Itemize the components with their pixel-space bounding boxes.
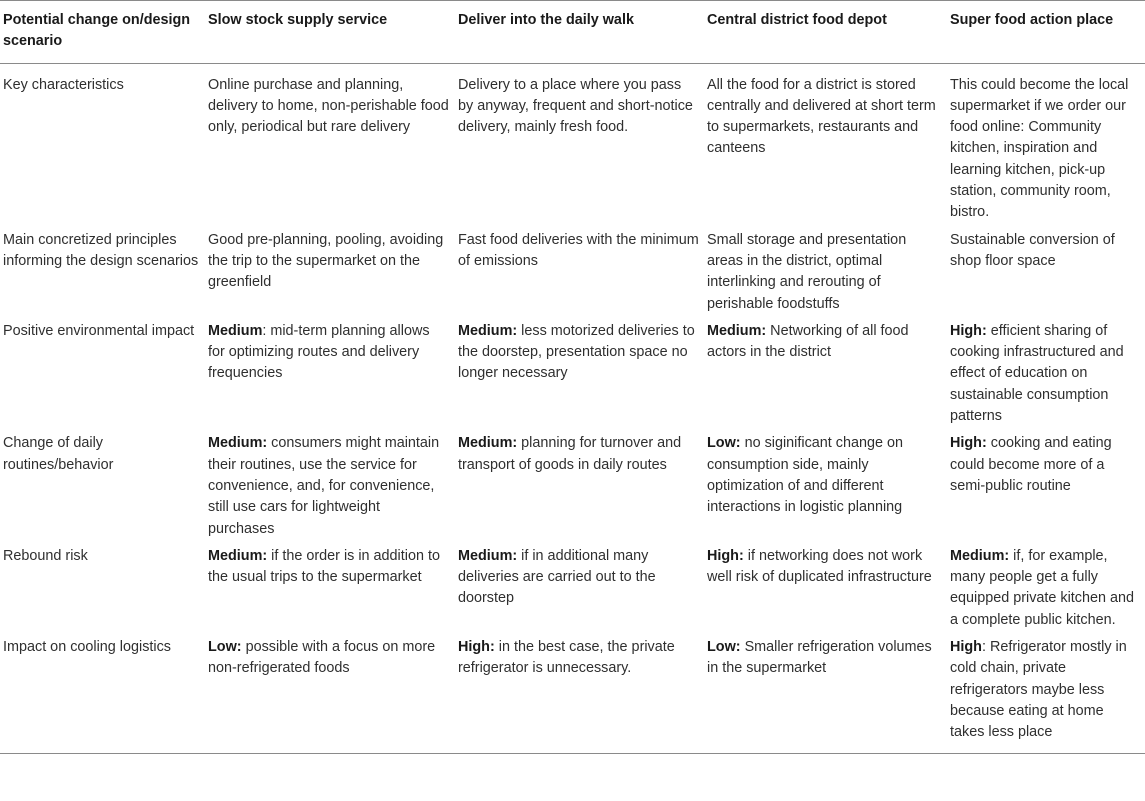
row-label: Rebound risk <box>3 547 88 564</box>
rating-label: Medium: <box>707 322 767 339</box>
table-cell <box>946 63 1145 227</box>
table-cell <box>703 430 946 542</box>
table-cell <box>454 227 703 318</box>
header-super-food-action-place: Super food action place <box>946 1 1145 64</box>
row-label: Impact on cooling logistics <box>0 634 204 753</box>
header-row <box>0 1 1145 64</box>
rating-label: High <box>950 639 982 656</box>
cell-text: cooking and eating could become more of a semi-public routine <box>950 435 1112 494</box>
table-row <box>0 227 1145 318</box>
row-label: Main concretized principles informing the design scenarios <box>3 231 199 269</box>
cell-text: consumers might maintain their routines, use the service for convenience, and, for convenience, still use cars for lightweight purchases <box>208 435 440 537</box>
table-cell <box>946 634 1145 753</box>
cell-text: no siginificant change on consumption side, mainly optimization of and different interactions in logistic planning <box>707 435 903 516</box>
table-cell <box>946 543 1145 634</box>
header-slow-stock-supply: Slow stock supply service <box>204 1 454 64</box>
table-cell <box>204 227 454 318</box>
rating-label: Medium: <box>458 547 518 564</box>
cell-text: in the best case, the private refrigerator is unnecessary. <box>458 639 675 677</box>
cell-text: Small storage and presentation areas in the district, optimal interlinking and rerouting of perishable foodstuffs <box>707 231 907 312</box>
cell-text: less motorized deliveries to the doorstep, presentation space no longer necessary <box>458 322 695 382</box>
rating-label: High: <box>950 322 987 339</box>
table-cell <box>204 543 454 634</box>
table-cell <box>204 430 454 542</box>
cell-text: : mid-term planning allows for optimizing routes and delivery frequencies <box>208 322 430 382</box>
cell-text: if, for example, many people get a fully equipped private kitchen and a complete public kitchen. <box>950 547 1135 628</box>
table-row <box>0 430 1145 542</box>
table-cell <box>703 543 946 634</box>
cell-text: if networking does not work well risk of duplicated infrastructure <box>707 547 932 586</box>
table-cell <box>454 318 703 430</box>
rating-label: Medium: <box>458 435 518 452</box>
table-cell <box>703 318 946 430</box>
table-row <box>0 634 1145 753</box>
header-central-food-depot: Central district food depot <box>703 1 946 64</box>
rating-label: Medium: <box>458 322 518 339</box>
table-cell <box>703 634 946 753</box>
cell-text: Delivery to a place where you pass by anyway, frequent and short-notice delivery, mainly fresh food. <box>458 76 693 136</box>
cell-text: possible with a focus on more non-refrigerated foods <box>208 639 436 677</box>
cell-text: if the order is in addition to the usual trips to the supermarket <box>208 547 440 586</box>
table-cell <box>454 543 703 634</box>
cell-text: Good pre-planning, pooling, avoiding the trip to the supermarket on the greenfield <box>208 231 444 291</box>
rating-label: Medium: <box>208 547 268 564</box>
row-label: Key characteristics <box>3 76 124 93</box>
table-row <box>0 318 1145 430</box>
cell-text: planning for turnover and transport of goods in daily routes <box>458 435 682 473</box>
rating-label: Medium <box>208 322 263 339</box>
cell-text: Sustainable conversion of shop floor space <box>950 231 1115 269</box>
cell-text: All the food for a district is stored centrally and delivered at short term to supermarkets, restaurants and canteens <box>707 76 936 157</box>
table-cell <box>946 318 1145 430</box>
table-cell <box>454 430 703 542</box>
table-cell <box>703 63 946 227</box>
cell-text: Online purchase and planning, delivery to home, non-perishable food only, periodical but rare delivery <box>208 76 449 136</box>
table-cell <box>946 430 1145 542</box>
rating-label: High: <box>707 547 744 564</box>
cell-text: This could become the local supermarket if we order our food online: Community kitchen, inspiration and learning kitchen, pick-up station, community room, bistro. <box>950 76 1129 221</box>
table-cell <box>454 634 703 753</box>
cell-text: efficient sharing of cooking infrastructured and effect of education on sustainable consumption patterns <box>950 322 1124 425</box>
cell-text: : Refrigerator mostly in cold chain, private refrigerators maybe less because eating at home takes less place <box>950 639 1127 741</box>
rating-label: High: <box>950 435 987 452</box>
header-potential-change: Potential change on/design scenario <box>0 1 204 64</box>
table-cell <box>204 318 454 430</box>
rating-label: Low: <box>208 639 242 656</box>
rating-label: High: <box>458 639 495 656</box>
table-cell <box>454 63 703 227</box>
table-cell <box>703 227 946 318</box>
row-label: Change of daily routines/behavior <box>3 435 114 473</box>
header-deliver-daily-walk: Deliver into the daily walk <box>454 1 703 64</box>
rating-label: Low: <box>707 435 741 452</box>
table-cell <box>204 63 454 227</box>
cell-text: Fast food deliveries with the minimum of emissions <box>458 231 699 269</box>
cell-text: if in additional many deliveries are carried out to the doorstep <box>458 547 656 607</box>
cell-text: Smaller refrigeration volumes in the supermarket <box>707 639 932 677</box>
rating-label: Medium: <box>208 435 268 452</box>
table-cell <box>946 227 1145 318</box>
cell-text: Networking of all food actors in the district <box>707 322 909 361</box>
rating-label: Medium: <box>950 547 1010 564</box>
row-label: Positive environmental impact <box>3 322 195 339</box>
rating-label: Low: <box>707 639 741 656</box>
table-row <box>0 543 1145 634</box>
table-row <box>0 63 1145 227</box>
table-cell <box>204 634 454 753</box>
